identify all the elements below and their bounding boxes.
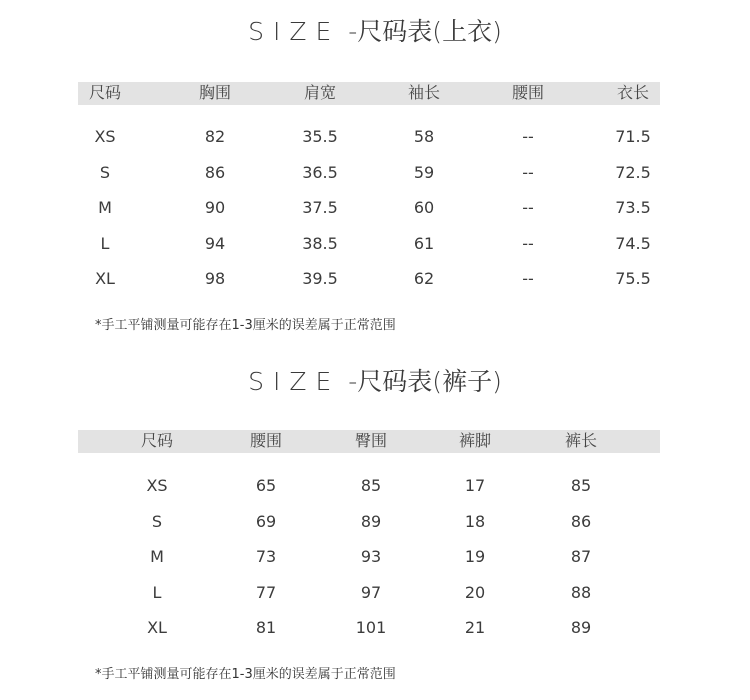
bottom-table-header-cell: 裤脚 [458, 431, 492, 450]
top-table-cell: 35.5 [302, 127, 338, 146]
top-title-latin: SIZE [248, 17, 341, 46]
top-table-cell: S [99, 163, 111, 182]
bottom-table-cell: 87 [570, 547, 592, 566]
top-table-cell: 90 [204, 198, 226, 217]
top-table-cell: 37.5 [302, 198, 338, 217]
top-table-cell: -- [522, 127, 534, 146]
top-table-cell: 60 [413, 198, 435, 217]
top-table-cell: -- [522, 269, 534, 288]
top-table-header-cell: 胸围 [198, 83, 232, 102]
top-table-header-band [78, 82, 660, 105]
top-table-cell: XS [94, 127, 116, 146]
bottom-table-cell: 81 [255, 618, 277, 637]
top-title-rest: -尺码表(上衣) [340, 17, 502, 46]
top-table-cell: 75.5 [615, 269, 651, 288]
bottom-table-header-cell: 裤长 [564, 431, 598, 450]
bottom-table-cell: 101 [355, 618, 387, 637]
top-table-cell: 73.5 [615, 198, 651, 217]
top-table-cell: -- [522, 198, 534, 217]
top-table-cell: 59 [413, 163, 435, 182]
top-table-header-cell: 腰围 [511, 83, 545, 102]
top-table-cell: 39.5 [302, 269, 338, 288]
bottom-table-note: *手工平铺测量可能存在1-3厘米的误差属于正常范围 [95, 667, 396, 682]
top-table-cell: 86 [204, 163, 226, 182]
top-table-header-cell: 肩宽 [303, 83, 337, 102]
top-table-header-cell: 尺码 [88, 83, 122, 102]
bottom-title-rest: -尺码表(裤子) [340, 367, 502, 396]
bottom-table-cell: 69 [255, 512, 277, 531]
top-table-cell: 94 [204, 234, 226, 253]
bottom-table-cell: 89 [570, 618, 592, 637]
bottom-table-cell: 65 [255, 476, 277, 495]
bottom-table-cell: L [152, 583, 162, 602]
top-table-cell: 61 [413, 234, 435, 253]
bottom-table-cell: 18 [464, 512, 486, 531]
top-table-cell: 58 [413, 127, 435, 146]
bottom-title-latin: SIZE [248, 367, 341, 396]
top-table-cell: 71.5 [615, 127, 651, 146]
bottom-table-header-cell: 腰围 [249, 431, 283, 450]
top-table-cell: M [98, 198, 112, 217]
bottom-table-cell: 86 [570, 512, 592, 531]
bottom-table-cell: 73 [255, 547, 277, 566]
bottom-table-header-cell: 尺码 [140, 431, 174, 450]
bottom-table-cell: XS [146, 476, 168, 495]
top-table-cell: 74.5 [615, 234, 651, 253]
bottom-table-cell: 17 [464, 476, 486, 495]
top-table-cell: 38.5 [302, 234, 338, 253]
bottom-table-cell: S [151, 512, 163, 531]
top-table-cell: 72.5 [615, 163, 651, 182]
bottom-table-cell: 21 [464, 618, 486, 637]
bottom-table-cell: XL [147, 618, 167, 637]
bottom-table-cell: 88 [570, 583, 592, 602]
top-table-note: *手工平铺测量可能存在1-3厘米的误差属于正常范围 [95, 318, 396, 333]
top-size-chart-title [0, 12, 750, 48]
top-table-cell: 98 [204, 269, 226, 288]
top-table-cell: -- [522, 234, 534, 253]
bottom-table-cell: M [150, 547, 164, 566]
top-table-header-cell: 袖长 [407, 83, 441, 102]
bottom-table-cell: 20 [464, 583, 486, 602]
bottom-size-chart-title [0, 362, 750, 398]
bottom-table-header-cell: 臀围 [354, 431, 388, 450]
bottom-table-cell: 77 [255, 583, 277, 602]
bottom-table-cell: 93 [360, 547, 382, 566]
top-table-cell: 62 [413, 269, 435, 288]
top-table-cell: 36.5 [302, 163, 338, 182]
top-table-cell: -- [522, 163, 534, 182]
top-table-cell: L [100, 234, 110, 253]
top-table-header-cell: 衣长 [616, 83, 650, 102]
bottom-table-cell: 85 [570, 476, 592, 495]
bottom-table-cell: 97 [360, 583, 382, 602]
bottom-table-cell: 19 [464, 547, 486, 566]
top-table-cell: 82 [204, 127, 226, 146]
bottom-table-cell: 85 [360, 476, 382, 495]
top-table-cell: XL [95, 269, 115, 288]
bottom-table-cell: 89 [360, 512, 382, 531]
